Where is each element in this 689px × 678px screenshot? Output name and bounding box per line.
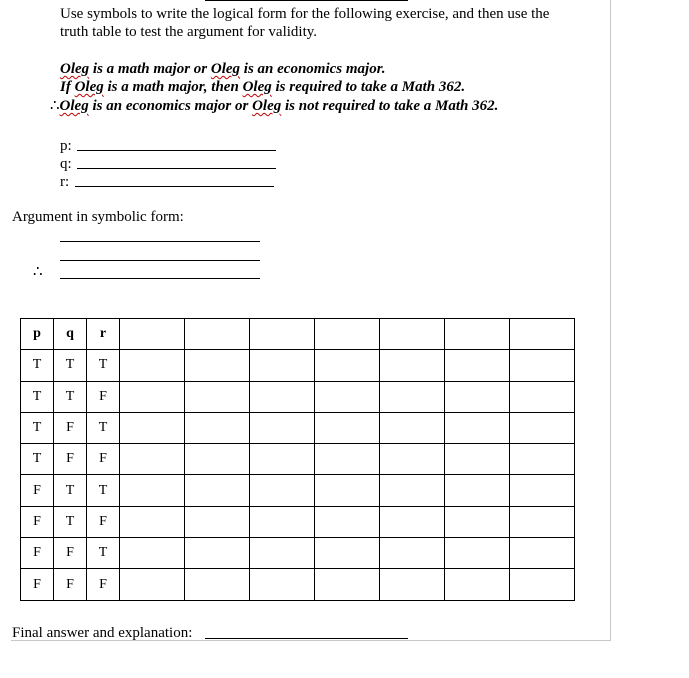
cell-r: T [87,412,120,443]
truth-table-row [21,350,575,381]
blank-header-cell[interactable] [120,319,185,350]
blank-cell[interactable] [250,569,315,600]
cell-p: F [21,475,54,506]
blank-cell[interactable] [510,538,575,569]
blank-cell[interactable] [250,350,315,381]
blank-cell[interactable] [510,412,575,443]
blank-cell[interactable] [120,412,185,443]
blank-cell[interactable] [510,506,575,537]
blank-cell[interactable] [445,569,510,600]
blank-cell[interactable] [510,475,575,506]
blank-cell[interactable] [185,538,250,569]
top-answer-line [205,0,408,1]
blank-cell[interactable] [315,475,380,506]
cell-q: F [54,444,87,475]
blank-cell[interactable] [315,444,380,475]
variable-q-label: q: [60,156,72,172]
premise-1-post: is an economics major. [240,61,386,77]
blank-cell[interactable] [120,444,185,475]
cell-p: F [21,538,54,569]
blank-cell[interactable] [445,475,510,506]
blank-cell[interactable] [250,475,315,506]
cell-r: F [87,381,120,412]
header-p: p [21,319,54,350]
header-r: r [87,319,120,350]
blank-cell[interactable] [510,350,575,381]
premise-2-name-2: Oleg [242,79,272,95]
conclusion-name-2: Oleg [252,98,282,114]
cell-p: T [21,350,54,381]
cell-q: T [54,350,87,381]
final-answer-label: Final answer and explanation: [12,625,193,641]
blank-cell[interactable] [510,444,575,475]
conclusion-mid: is an economics major or [88,98,253,114]
symbolic-form-label: Argument in symbolic form: [12,209,184,225]
blank-cell[interactable] [380,569,445,600]
blank-cell[interactable] [250,538,315,569]
blank-cell[interactable] [120,350,185,381]
cell-q: T [54,475,87,506]
blank-cell[interactable] [250,444,315,475]
blank-cell[interactable] [250,506,315,537]
blank-cell[interactable] [445,381,510,412]
blank-header-cell[interactable] [315,319,380,350]
blank-cell[interactable] [120,538,185,569]
cell-p: F [21,506,54,537]
blank-cell[interactable] [380,475,445,506]
blank-cell[interactable] [120,506,185,537]
blank-cell[interactable] [510,569,575,600]
blank-cell[interactable] [380,350,445,381]
conclusion-name-1: Oleg [59,98,89,114]
variable-r-blank[interactable] [75,186,274,187]
blank-cell[interactable] [510,381,575,412]
symbolic-premise-2-blank[interactable] [60,260,260,261]
symbolic-therefore-symbol: ∴ [33,264,43,280]
truth-table-row [21,444,575,475]
blank-cell[interactable] [120,475,185,506]
truth-table-row [21,412,575,443]
blank-cell[interactable] [445,444,510,475]
truth-table-row [21,381,575,412]
blank-header-cell[interactable] [250,319,315,350]
blank-cell[interactable] [120,569,185,600]
cell-r: T [87,538,120,569]
blank-cell[interactable] [380,381,445,412]
cell-r: T [87,350,120,381]
variable-p-label: p: [60,138,72,154]
blank-header-cell[interactable] [445,319,510,350]
blank-cell[interactable] [250,412,315,443]
blank-header-cell[interactable] [380,319,445,350]
truth-table-header-row [21,319,575,350]
blank-cell[interactable] [315,350,380,381]
cell-r: T [87,475,120,506]
blank-cell[interactable] [185,381,250,412]
blank-cell[interactable] [445,350,510,381]
blank-cell[interactable] [250,381,315,412]
cell-r: F [87,506,120,537]
blank-cell[interactable] [315,506,380,537]
truth-table-row [21,538,575,569]
cell-r: F [87,569,120,600]
blank-header-cell[interactable] [510,319,575,350]
cell-q: F [54,569,87,600]
premise-1-mid: is a math major or [89,61,211,77]
blank-cell[interactable] [380,538,445,569]
variable-p-blank[interactable] [77,150,276,151]
cell-q: F [54,538,87,569]
header-q: q [54,319,87,350]
truth-table-row [21,475,575,506]
blank-cell[interactable] [185,444,250,475]
cell-p: F [21,569,54,600]
final-answer-blank[interactable] [205,638,408,639]
cell-q: T [54,506,87,537]
blank-cell[interactable] [185,350,250,381]
premise-1-name-1: Oleg [60,61,90,77]
blank-cell[interactable] [185,506,250,537]
blank-cell[interactable] [185,569,250,600]
blank-cell[interactable] [445,412,510,443]
blank-cell[interactable] [380,444,445,475]
cell-p: T [21,444,54,475]
cell-r: F [87,444,120,475]
symbolic-premise-1-blank[interactable] [60,241,260,242]
therefore-symbol: ∴ [50,98,60,114]
blank-cell[interactable] [185,475,250,506]
blank-cell[interactable] [315,412,380,443]
blank-cell[interactable] [185,412,250,443]
symbolic-conclusion-blank[interactable] [60,278,260,279]
instructions-line-2: truth table to test the argument for validity. [60,24,318,40]
blank-cell[interactable] [315,538,380,569]
blank-cell[interactable] [315,569,380,600]
cell-p: T [21,412,54,443]
premise-1 [60,60,385,78]
blank-cell[interactable] [445,506,510,537]
variable-r-label: r: [60,174,70,190]
premise-2-mid: is a math major, then [103,79,243,95]
cell-p: T [21,381,54,412]
blank-cell[interactable] [120,381,185,412]
premise-2 [60,78,465,96]
blank-header-cell[interactable] [185,319,250,350]
premise-2-pre: If [60,79,75,95]
blank-cell[interactable] [380,506,445,537]
truth-table-row [21,506,575,537]
premise-2-name-1: Oleg [74,79,104,95]
truth-table [20,318,575,601]
instructions-line-1: Use symbols to write the logical form for the following exercise, and then use the [60,6,550,22]
conclusion [50,97,498,115]
premise-2-post: is required to take a Math 362. [271,79,466,95]
blank-cell[interactable] [315,381,380,412]
conclusion-post: is not required to take a Math 362. [281,98,499,114]
premise-1-name-2: Oleg [210,61,241,77]
blank-cell[interactable] [380,412,445,443]
variable-q-blank[interactable] [77,168,276,169]
truth-table-row [21,569,575,600]
blank-cell[interactable] [445,538,510,569]
cell-q: T [54,381,87,412]
cell-q: F [54,412,87,443]
